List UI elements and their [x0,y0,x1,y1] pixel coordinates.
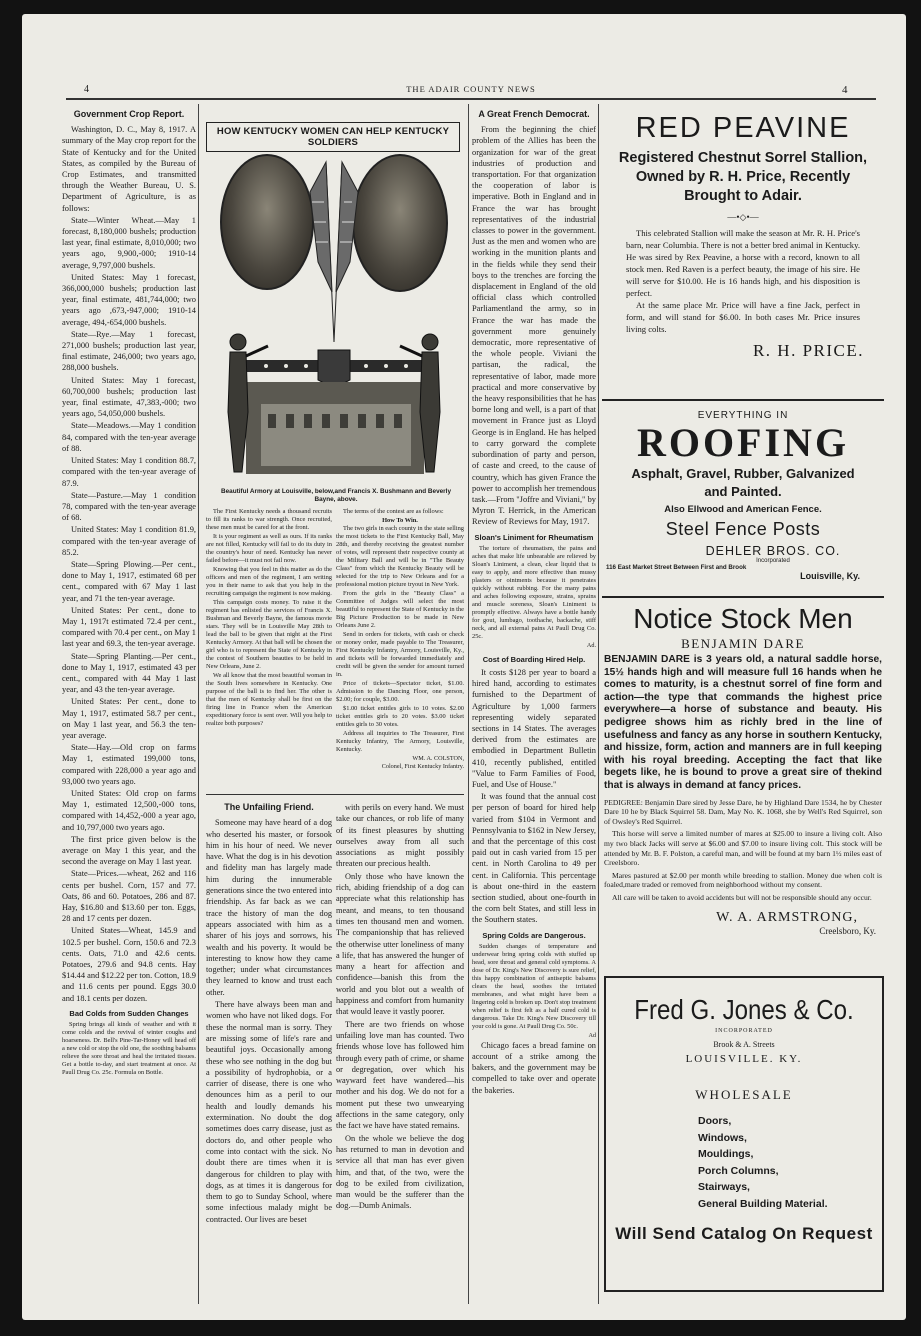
sloan-heading: Sloan's Liniment for Rheumatism [474,532,594,542]
paragraph: State—Pasture.—May 1 condition 78, compared with the ten-year average of 68. [62,490,196,523]
stock-men-pasture: Mares pastured at $2.00 per month while breeding to stallion. Money due when colt is foaled,mare traded or removed from neighborhood without my consent. [604,870,882,890]
fred-jones-item: Mouldings, [698,1148,754,1160]
paragraph: United States: May 1 condition 81.9, compared with the ten-year average of 85.2. [62,525,196,557]
fred-jones-ad [604,976,884,1292]
paragraph: United States: Per cent., done to May 1, 1917, estimated 58.7 per cent., on May 1 last year, and 56.3 the ten-year average. [62,697,196,740]
ad-divider [602,399,884,401]
paragraph: Chicago faces a bread famine on account of a strike among the bakers, and the government may be compelled to take over and operate the bakeries. [472,1040,596,1095]
paragraph: The First Kentucky needs a thousand recruits to fill its ranks to war strength. Once recruited, these men must be cared for at the front. [206,508,332,531]
fred-jones-item: Doors, [698,1115,732,1127]
ornament: —•◇•— [727,212,759,222]
fred-jones-streets: Brook & A. Streets [713,1040,775,1049]
newspaper-page [22,14,906,1320]
stock-men-place: Creelsboro, Ky. [819,926,876,937]
paragraph: State—Prices.—wheat, 262 and 116 cents per bushel. Corn, 157 and 77. Oats, 86 and 60. Potatoes, 286 and 87. Hay, $16.80 and $13.60 per ton. Eggs, 28 and 17 cents per dozen. [62,869,196,924]
paragraph: Only those who have known the rich, abiding friendship of a dog can appreciate what this relationship has meant, and means, to ten thousand times ten thousand men and women. The companionship that has relieved the otherwise utter loneliness of many a life, that has answered the hunger of many a heart for affection and confidence—banish this from the world and you blot out a wealth of happiness and comfort from humanity that would leave it vastly poorer. [336,871,464,1017]
paragraph: State—Winter Wheat.—May 1 forecast, 8,180,000 bushels; production last year, final estimate, 8,010,000; two years ago, 9,900,-000; 1910-14 average, 9,797,000 bushels. [62,215,196,270]
column-divider [198,104,199,1304]
paragraph: United States—Wheat, 145.9 and 102.5 per bushel. Corn, 150.6 and 72.3 cents. Oats, 71.0 and 42.6 cents. Potatoes, 279.6 and 94.8 cents. Hay $14.44 and $12.22 per ton. Cotton, 18.9 and 11.6 cents per pound. Eggs 30.0 and 18.1 cents per dozen. [62,926,196,1003]
paragraph: From the girls in the "Beauty Class" a Committee of Judges will select the most beautiful to represent the State of Kentucky in the Big Picture Production to be made in New Orleans June 2. [336,590,464,629]
ad-marker: Ad [588,1031,596,1039]
signature-name: WM. A. COLSTON, [412,755,464,762]
roofing-city: Louisville, Ky. [800,571,860,581]
paragraph: Send in orders for tickets, with cash or check or money order, made payable to The Treasurer, First Kentucky Infantry, Armory, Louisville, Ky., and tickets will be forwarded immediately and credit will be given the sender for amount turned in. [336,631,464,678]
sloan-text: The torture of rheumatism, the pains and aches that make life unbearable are relieved by Sloan's Liniment, a clean, clear liquid that is easy to apply, and more effective than mussy plasters or ointments because it penetrates quickly without rubbing. For the many pains and aches following exposure, strains, sprains and muscle soreness, Sloan's Liniment is promptly effective. Always have a bottle handy for gout, lumbago, toothache, backache, stiff neck, and all external pains At Paull Drug Co. 25c. [472,544,596,640]
bad-colds-heading: Bad Colds from Sudden Changes [69,1008,189,1018]
ad-marker: Ad. [586,641,596,649]
fred-jones-title: Fred G. Jones & Co. [634,994,854,1025]
bad-colds-text: Spring brings all kinds of weather and with it come colds and the revival of winter coughs and hoarseness. Dr. Bell's Pine-Tar-Honey will head off a new cold or stop the old one, the soothing balsams relieve the sore throat and heal the irritated tissues. Get a bottle to-day, and start treatment at once. At Paull Drug Co. 25c. Formula on Bottle. [62,1021,196,1077]
stock-men-terms: This horse will serve a limited number of mares at $25.00 to insure a living colt. Also my two black Jacks will serve at $6.00 and $7.00 to insure living colt. This stock will be attended by Mr. B. F. Polston, a careful man, and will be found at my barn 1½ miles east of Creelsboro. [604,829,882,868]
feature-left-text [206,508,332,794]
roofing-line: Asphalt, Gravel, Rubber, Galvanized [631,466,855,481]
paragraph: On the whole we believe the dog has returned to man in devotion and service all that man has ever given him, and that, of the two, were the dog to be exiled from civilization, man would be the sufferer than the dog.—Dumb Animals. [336,1133,464,1211]
fred-jones-city: LOUISVILLE. KY. [685,1053,803,1065]
roofing-company: DEHLER BROS. CO. [705,544,841,558]
red-peavine-title: RED PEAVINE [635,112,851,144]
paragraph: $1.00 ticket entitles girls to 10 votes. $2.00 ticket entitles girls to 20 votes. $3.00 ticket entitles girls to 30 votes. [336,705,464,728]
unfailing-friend-heading: The Unfailing Friend. [224,802,314,812]
signature-title: Colonel, First Kentucky Infantry. [381,763,464,770]
feature-caption: Beautiful Armory at Louisville, below,and Francis X. Bushmann and Beverly Bayne, above. [221,488,451,503]
paragraph: with perils on every hand. We must take our chances, or rob life of many of its finest pleasures by shutting ourselves away from all such associations as might possibly threaten our precious health. [336,803,464,869]
fred-jones-cta: Will Send Catalog On Request [615,1224,873,1243]
flags-and-soldiers-drawing [206,142,462,484]
paragraph: The two girls in each county in the state selling the most tickets to the First Kentucky Ball, May 28th, and thereby receiving the greatest number of votes, will represent their respective county at the Military Ball and will be in "The Beauty Class" from which the Kentucky Beauty will be selected for the trip to New Orleans and for a professional motion picture tryout in New York. [336,525,464,588]
red-peavine-ad [602,106,884,396]
stock-men-owner: W. A. ARMSTRONG, [716,910,858,926]
paragraph: State—Rye.—May 1 forecast, 271,000 bushels; production last year, final estimate, 246,000; two years ago, 288,000 bushels. [62,329,196,373]
paragraph: State—Spring Planting.—Per cent., done to May 1, 1917, estimated 43 per cent., compared with 44 May 1 last year, and 43 the ten-year average. [62,651,196,695]
paragraph: State—Hay.—Old crop on farms May 1, estimated 199,000 tons, compared with 228,000 a year ago and 93,000 two years ago. [62,743,196,786]
stock-men-title: Notice Stock Men [633,603,853,634]
paragraph: Address all inquiries to The Treasurer, First Kentucky Infantry, The Armory, Louisville, Kentucky. [336,730,464,753]
unfailing-friend-left [206,802,332,1292]
roofing-inc: Incorporated [756,558,790,564]
feature-banner: HOW KENTUCKY WOMEN CAN HELP KENTUCKY SOLDIERS [206,122,460,152]
paragraph: United States: May 1 forecast, 60,700,000 bushels; production last year, final estimate, 47,383,-000; two years ago, 54,050,000 bushels. [62,375,196,419]
paragraph: United States: Per cent., done to May 1, 1917t estimated 72.4 per cent., compared with 70.4 per cent., on May 1 last year and 69.3, the ten-year average. [62,605,196,649]
roofing-line: Steel Fence Posts [665,519,821,539]
roofing-line: Also Ellwood and American Fence. [664,504,822,515]
stock-men-ad [604,602,882,972]
paragraph: It was found that the annual cost per person of board for hired help varied from $104 in Vermont and Pennsylvania to $162 in New Jersey, and that the percentage of this cost paid out in cash varied from 15 per cent. in North Carolina to 49 per cent. in California. This percentage is about one-third in the eastern section studied, about one-fourth in the corn belt States, and still less in the Southern states. [472,792,596,925]
spring-colds-heading: Spring Colds are Dangerous. [482,930,586,940]
paragraph: United States: May 1 condition 88.7, compared with the ten-year average of 87.9. [62,456,196,488]
roofing-line: EVERYTHING IN [697,410,789,421]
stock-men-horse-name: BENJAMIN DARE [681,636,805,651]
paragraph: From the beginning the chief problem of the Allies has been the organization for war of the great industries of production and transportation. For that organization the cooperation of labor is imperative. Both in England and in France the war has brought representatives of the industrial classes to power in the government. Just as the men and women who are working in the munition plants and in the fields while they send their boys to the trenches are forcing the displacement in England of the old official class which controlled Parliamentland the army, so in France the war has made the government more genuinely democratic, more representative of the whole people. Viviani the partisan, the radical, the representative of labor, made more practical and more conservative by the heavy responsibilities that he has borne long and well, is a part of that movement in France just as Lloyd George is in England. He has helped to carry gorward the complete subordination of party and person, of caste and creed, to the cause of country, which has given France the power to accomplish her tremendous task.—From "Joffre and Viviani," by Myron T. Herrick, in the American Review of Reviews for May, 1917. [472,125,596,527]
boarding-heading: Cost of Boarding Hired Help. [482,654,586,664]
paragraph: United States: May 1 forecast, 366,000,000 bushels; production last year, final estimate, 481,744,000; two years ago ,673,-947,000; 1910-14 average, 494,-654,000 bushels. [62,272,196,327]
roofing-ad [602,406,884,592]
paragraph: Knowing that you feel in this matter as do the officers and men of the regiment, I am writing you in their name to ask that you help in the recruiting campaign the regiment is now making. [206,566,332,597]
red-peavine-subtitle: Registered Chestnut Sorrel Stallion, [618,150,868,166]
ad-divider [602,596,884,598]
masthead-title: THE ADAIR COUNTY NEWS [406,84,536,94]
paragraph: Washington, D. C., May 8, 1917. A summary of the May crop report for the State of Kentucky and for the United States, as compiled by the Bureau of Crop Estimates, and transmitted through the Weather Bureau, U. S. Department of Agriculture, is as follows: [62,125,196,213]
paragraph: Someone may have heard of a dog who deserted his master, or forsook him in his hour of need. We never have. What the dog is in his devotion and fidelity man has largely made him during the innumerable generations since the two entered into friendship. As far back as we can trace the history of man the dog appears associated with him as a sharer of his joys and sorrows, his wealth and his poverty. It would be interesting to know how they came together; under what circumstances they learned to know and trust each other. [206,818,332,997]
feature-right-text [336,508,464,794]
column-four [472,109,596,1299]
paragraph: State—Meadows.—May 1 condition 84, compared with the ten-year average of 88. [62,421,196,453]
french-democrat-heading: A Great French Democrat. [478,109,590,119]
roofing-line: and Painted. [704,484,782,499]
paragraph: The terms of the contest are as follows: [343,508,444,515]
fred-jones-item: General Building Material. [698,1197,828,1210]
page-number-right: 4 [842,84,848,96]
column-divider [468,104,469,1304]
stock-men-body: BENJAMIN DARE is 3 years old, a natural saddle horse, 15½ hands high and will measure full 16 hands when he comes to maturity, is a chestnut sorrel of fine form and action—the type that commands the highest price everywhere—a horse of substance and beauty. His pedigree shows him as richly bred in the line of usefulness and fancy as any horse in southern Kentucky, and hissize, form, action and manners are in full keeping with his royal breeding. Accepting the fact that like begets like, he is bound to prove a great sire of thekind that is always in demand at fancy prices. [604,654,882,791]
stock-men-care: All care will be taken to avoid accidents but will not be responsible should any occur. [612,892,872,902]
paragraph: The first price given below is the average on May 1 this year, and the second the average on May 1 last year. [62,834,196,867]
paragraph: There have always been man and women who have not liked dogs. For these the normal man is sorry. They are missing some of life's rare and beautiful joys. Occasionally among these who see nothing in the dog but a possibility of hydrophobia, or a carrier of disease, there is one who denounces him as a peril to our health and loudly demands his extermination. No doubt the dog sometimes does carry disease, just as doctors do, and other people who come into contact with the sick. No doubt there are times when it is dangerous for children to play with dogs, as at times it is dangerous for them to go to Sunday School, where some infectious malady might be contracted. Our lives are beset [206,1000,332,1224]
feature-illustration [206,142,462,484]
paragraph: State—Spring Plowing.—Per cent., done to May 1, 1917, estimated 68 per cent., compared with 67 May 1 last year, and 71 the ten-year average. [62,559,196,603]
paragraph: Price of tickets—Spectator ticket, $1.00. Admission to the Dancing Floor, one person, $2.00; for couple, $3.00. [336,680,464,703]
paragraph: It costs $128 per year to board a hired hand, according to estimates furnished to the Department of Agriculture by 1,000 farmers representing widely separated sections in 14 States. The averages derived from the estimates are embodied in Department Bulletin 410, recently published, entitled "Value to Farm Families of Food, Fuel, and Use of House." [472,667,596,789]
fred-jones-item: Porch Columns, [698,1164,779,1177]
page-number-left: 4 [84,84,89,95]
spring-colds-text: Sudden changes of temperature and underwear bring spring colds with stuffed up head, sore throat and general cold symptoms. A dose of Dr. King's New Discovery is sure relief, this happy combination of antiseptic balsams clears the head, soothes the irritated membranes, and what might have been a lingering cold is broken up. Don't stop treatment when relief is first felt as a half cured cold is dangerous. Take Dr. King's New Discovery till your cold is gone. At Paull Drug Co. 50c. [472,942,596,1030]
paragraph: This campaign costs money. To raise it the regiment has enlisted the services of Francis X. Bushman and Beverly Bayne, the famous movie stars. They will be in Louisville May 28th to lead the ball to be given that night at the First Kentucky Armory. At that ball will be chosen the girl who is to represent the State of Kentucky in the contest of Southern beauties to be held in New Orleans, June 2. [206,599,332,670]
red-peavine-owner: R. H. PRICE. [752,341,864,360]
paragraph: There are two friends on whose unfailing love man has counted. Two friends whose love has followed him through every path of crime, or shame or degregation, over which his wayward feet have wandered—his mother and his dog. We do not for a moment put these two unwearying affections in the same category, only the fact we have have stated remains. [336,1019,464,1131]
section-rule [206,794,464,795]
stock-men-pedigree: PEDIGREE: Benjamin Dare sired by Jesse Dare, he by Highland Dare 1534, he by Chester Dare 10 he by Black Squirrel 58. Dam, May No. K. 1068, she by Well's Red Squirrel, son of Owsley's Red Squirrel. [604,797,882,826]
unfailing-friend-right [336,802,464,1292]
paragraph: United States: Old crop on farms May 1, estimated 12,500,-000 tons, compared with 14,452,-000 a year ago, and 10,797,000 two years ago. [62,788,196,832]
red-peavine-subtitle: Brought to Adair. [684,188,802,204]
fred-jones-wholesale: WHOLESALE [695,1087,793,1102]
fred-jones-inc: INCORPORATED [715,1028,773,1034]
roofing-title: ROOFING [636,420,850,465]
crop-report-column [62,109,196,1299]
red-peavine-body: At the same place Mr. Price will have a fine Jack, perfect in form, and will stand for $6.00. In both cases Mr. Price insures living colts. [626,300,860,334]
crop-report-heading: Government Crop Report. [73,109,185,119]
fred-jones-item: Stairways, [698,1181,750,1193]
red-peavine-body: This celebrated Stallion will make the season at Mr. R. H. Price's barn, near Columbia. There is not a better bred animal in Kentucky. He was sired by Rex Peavine, a horse with a record, known to all stock men. Red Raven is a perfect beauty, the image of his sire. He will serve for $10.00. He is 16 hands high, and his disposition is perfect. [626,228,860,298]
masthead-rule [66,98,876,100]
how-to-win-heading: How To Win. [382,517,418,524]
column-divider [598,104,599,1304]
paragraph: We all know that the most beautiful woman in the South lives somewhere in Kentucky. One purpose of the ball is to find her. The other is that the men of Kentucky shall be first on the firing line in France when the American expeditionary force is sent over. Will you help to realize both purposes? [206,672,332,727]
red-peavine-subtitle: Owned by R. H. Price, Recently [635,169,851,185]
fred-jones-item: Windows, [698,1131,747,1144]
paragraph: It is your regiment as well as ours. If its ranks are not filled, Kentucky will fail to do its duty in the country's hour of need. Kentucky has never failed before—it must not fail now. [206,533,332,564]
roofing-address: 116 East Market Street Between First and Brook [606,564,747,571]
